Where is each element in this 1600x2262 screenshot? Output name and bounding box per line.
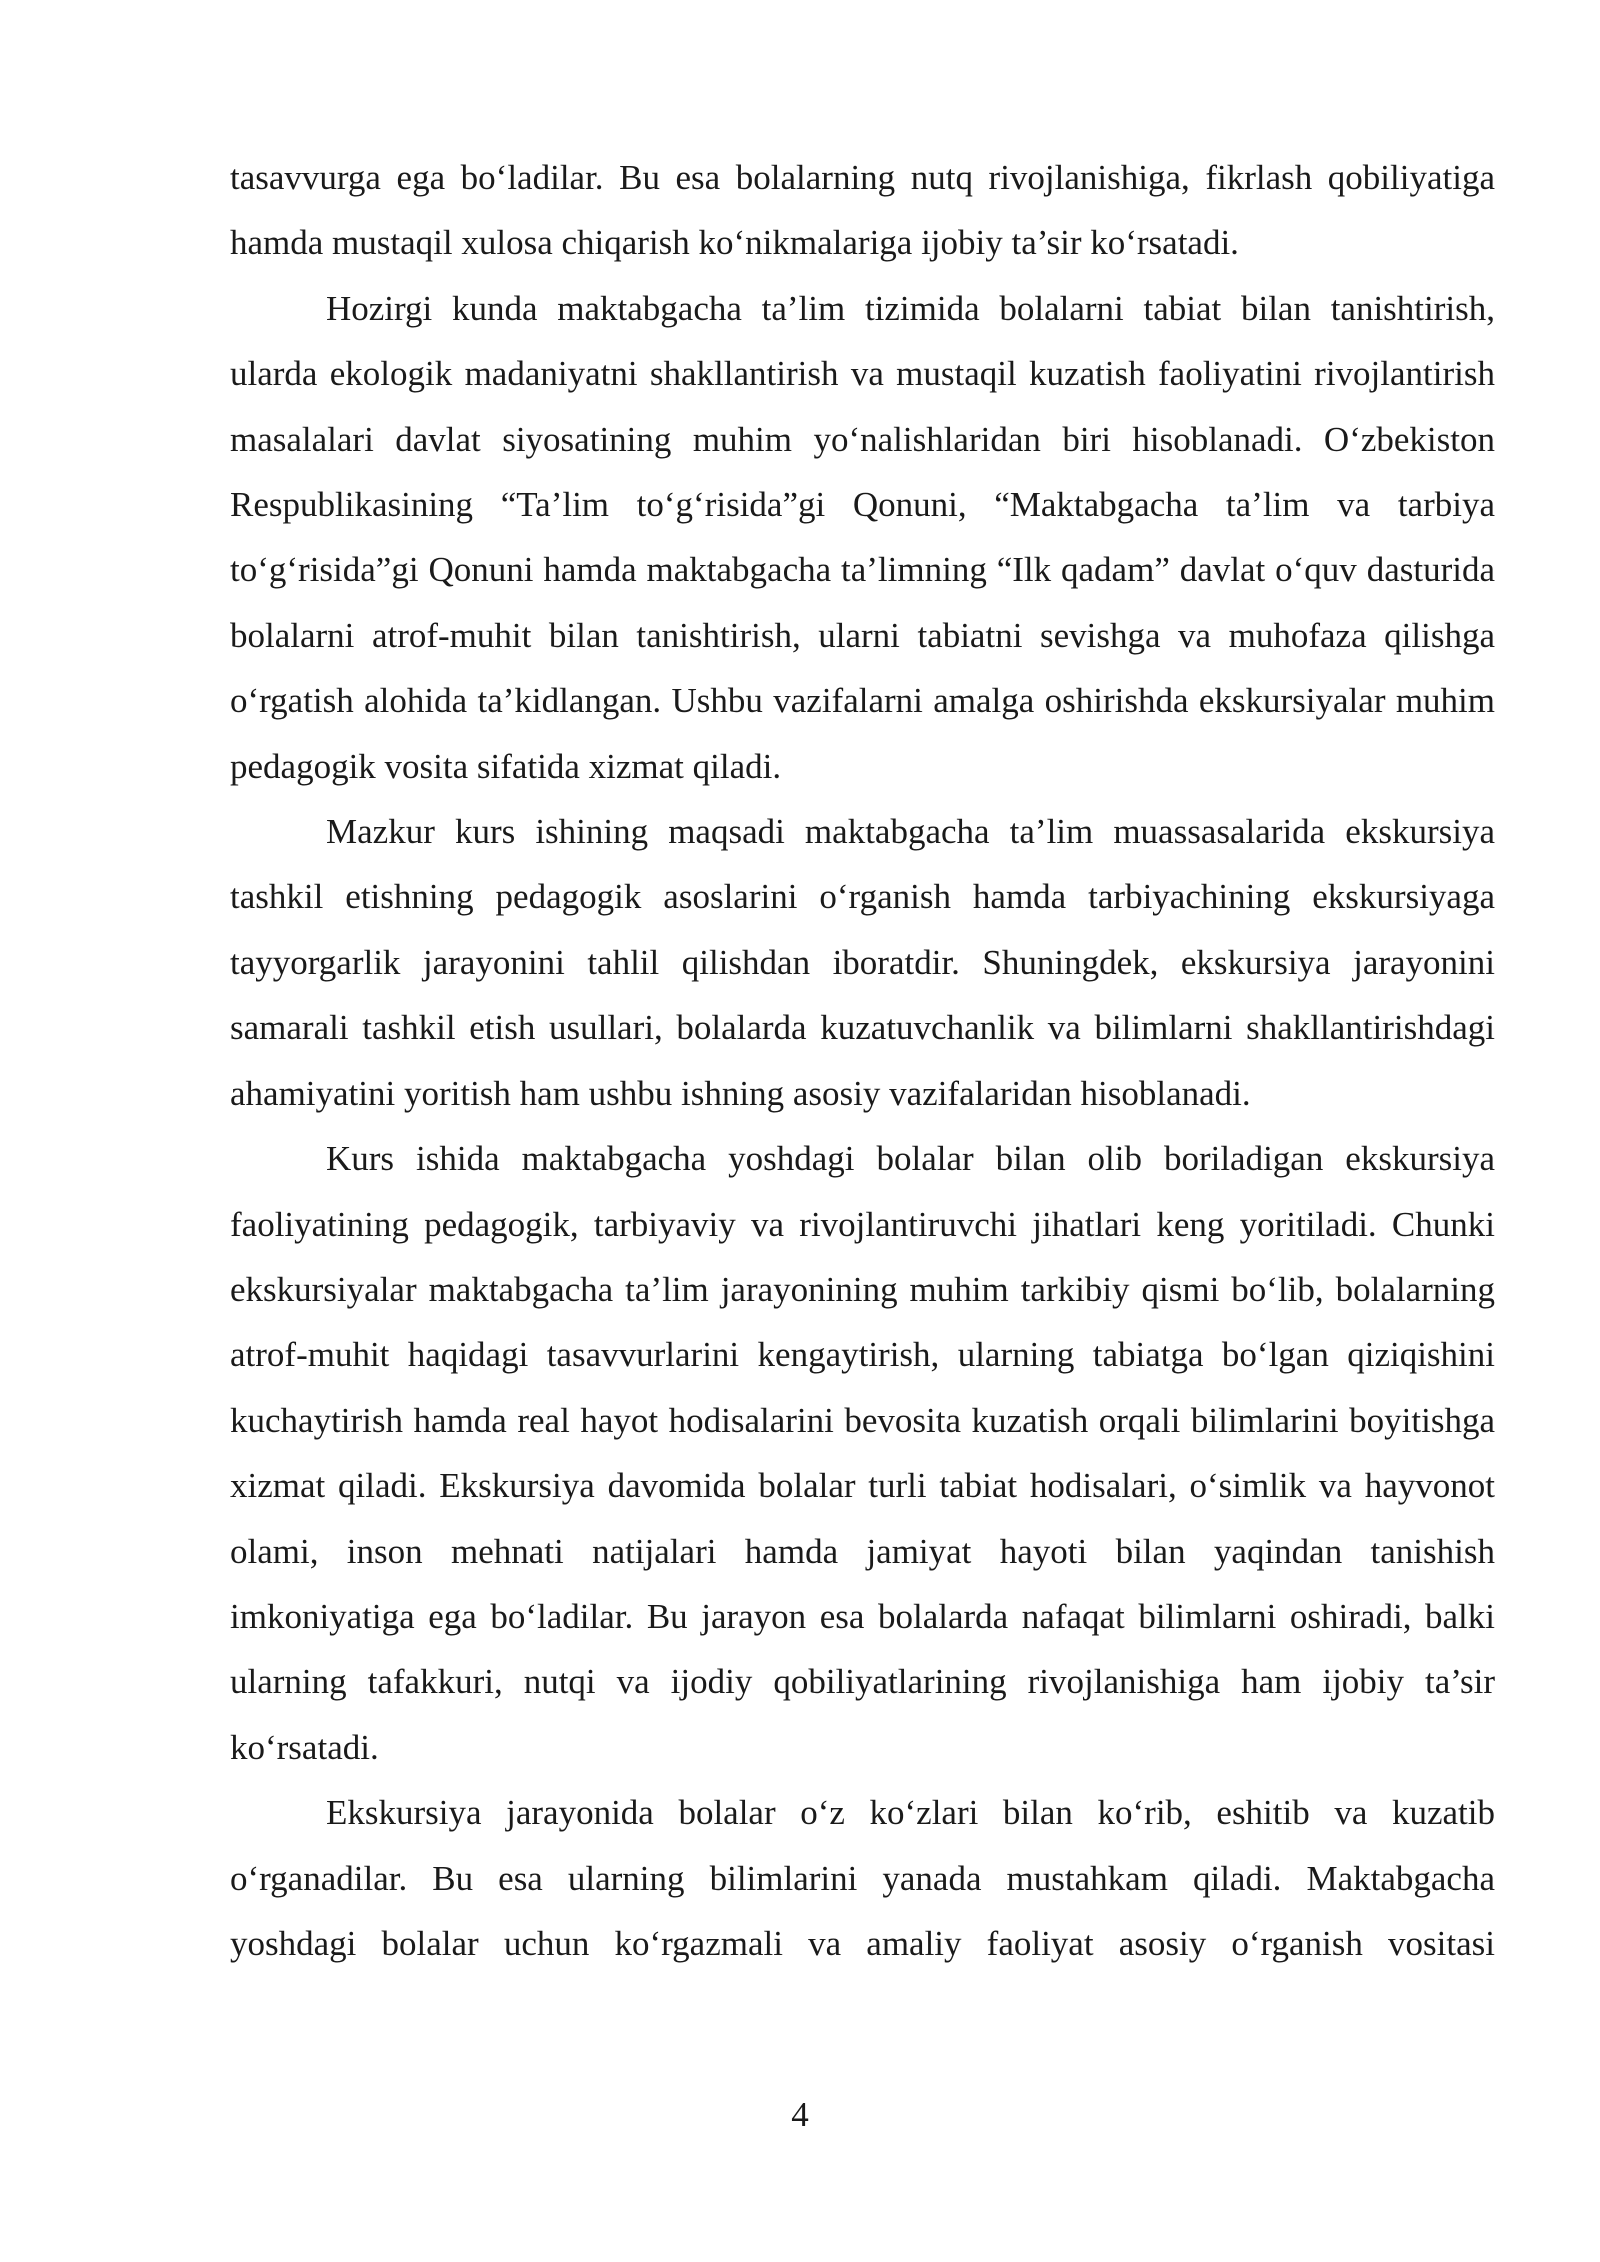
paragraph-excursion-process: Ekskursiya jarayonida bolalar o‘z ko‘zlari bilan ko‘rib, eshitib va kuzatib o‘rganadilar. Bu esa ularning bilimlarini yanada mustahkam qiladi. Maktabgacha yoshdagi bolalar uchun ko‘rgazmali va amaliy faoliyat asosiy o‘rganish vositasi <box>230 1793 1495 1963</box>
paragraph-continuation: tasavvurga ega bo‘ladilar. Bu esa bolalarning nutq rivojlanishiga, fikrlash qobiliyatiga hamda mustaqil xulosa chiqarish ko‘nikmalariga ijobiy ta’sir ko‘rsatadi. <box>230 158 1495 263</box>
paragraph-purpose: Mazkur kurs ishining maqsadi maktabgacha ta’lim muassasalarida ekskursiya tashkil etishning pedagogik asoslarini o‘rganish hamda tarbiyachining ekskursiyaga tayyorgarlik jarayonini tahlil qilishdan iboratdir. Shuningdek, ekskursiya jarayonini samarali tashkil etish usullari, bolalarda kuzatuvchanlik va bilimlarni shakllantirishdagi ahamiyatini yoritish ham ushbu ishning asosiy vazifalaridan hisoblanadi. <box>230 812 1495 1113</box>
page-body <box>230 145 1495 1976</box>
paragraph-relevance: Hozirgi kunda maktabgacha ta’lim tizimida bolalarni tabiat bilan tanishtirish, ularda ekologik madaniyatni shakllantirish va mustaqil kuzatish faoliyatini rivojlantirish masalalari davlat siyosatining muhim yo‘nalishlaridan biri hisoblanadi. O‘zbekiston Respublikasining “Ta’lim to‘g‘risida”gi Qonuni, “Maktabgacha ta’lim va tarbiya to‘g‘risida”gi Qonuni hamda maktabgacha ta’limning “Ilk qadam” davlat o‘quv dasturida bolalarni atrof-muhit bilan tanishtirish, ularni tabiatni sevishga va muhofaza qilishga o‘rgatish alohida ta’kidlangan. Ushbu vazifalarni amalga oshirishda ekskursiyalar muhim pedagogik vosita sifatida xizmat qiladi. <box>230 288 1495 786</box>
paragraph-scope: Kurs ishida maktabgacha yoshdagi bolalar bilan olib boriladigan ekskursiya faoliyatining pedagogik, tarbiyaviy va rivojlantiruvchi jihatlari keng yoritiladi. Chunki ekskursiyalar maktabgacha ta’lim jarayonining muhim tarkibiy qismi bo‘lib, bolalarning atrof-muhit haqidagi tasavvurlarini kengaytirish, ularning tabiatga bo‘lgan qiziqishini kuchaytirish hamda real hayot hodisalarini bevosita kuzatish orqali bilimlarini boyitishga xizmat qiladi. Ekskursiya davomida bolalar turli tabiat hodisalari, o‘simlik va hayvonot olami, inson mehnati natijalari hamda jamiyat hayoti bilan yaqindan tanishish imkoniyatiga ega bo‘ladilar. Bu jarayon esa bolalarda nafaqat bilimlarni oshiradi, balki ularning tafakkuri, nutqi va ijodiy qobiliyatlarining rivojlanishiga ham ijobiy ta’sir ko‘rsatadi. <box>230 1139 1495 1767</box>
page-number: 4 <box>791 2095 809 2134</box>
